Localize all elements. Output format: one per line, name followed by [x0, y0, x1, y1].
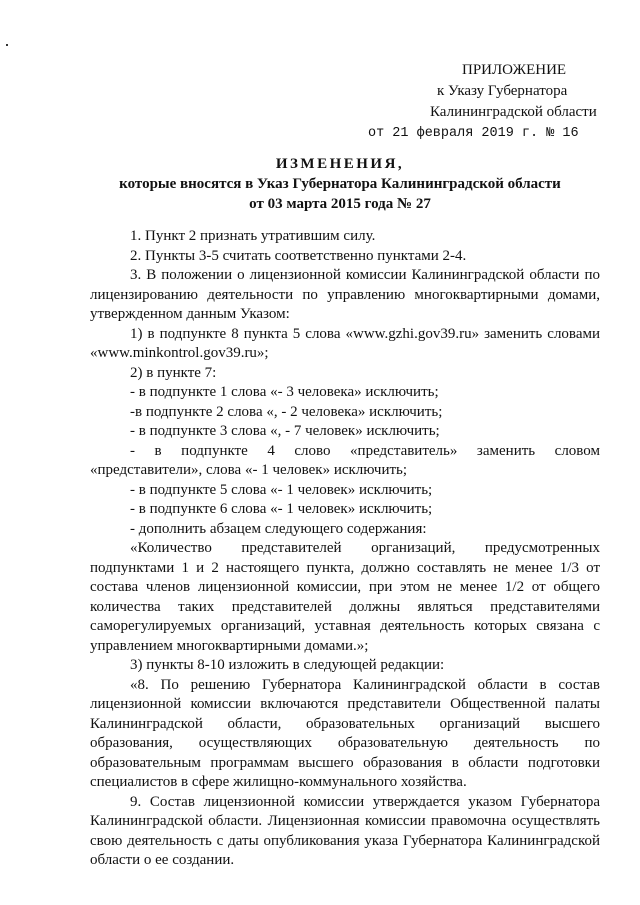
- paragraph-1: 1. Пункт 2 признать утратившим силу.: [130, 228, 376, 244]
- scan-speck: [6, 44, 8, 46]
- title-subject: которые вносятся в Указ Губернатора Калининградской области: [119, 176, 561, 192]
- paragraph-5: 2) в пункте 7:: [130, 364, 217, 381]
- paragraph-14: 3) пункты 8-10 изложить в следующей редакции:: [130, 657, 445, 673]
- paragraph-3: 3. В положении о лицензионной комиссии Калининградской области по лицензированию деятельности по управлению многоквартирными домами, утвержденном данным Указом:: [90, 267, 600, 322]
- paragraph-11: - в подпункте 6 слова «- 1 человек» исключить;: [130, 501, 433, 517]
- paragraph-7: -в подпункте 2 слова «, - 2 человека» исключить;: [130, 403, 443, 420]
- paragraph-12: - дополнить абзацем следующего содержания:: [130, 520, 427, 537]
- appendix-date-number: от 21 февраля 2019 г. № 16: [368, 126, 579, 141]
- appendix-decree-line: к Указу Губернатора: [437, 83, 568, 99]
- paragraph-15: «8. По решению Губернатора Калининградской области в состав лицензионной комиссии включаются представители Общественной палаты Калининградской области, образовательных организаций высшего образования, осуществляющих образовательную деятельность по образовательным программам высшего образования в области подготовки специалистов в сфере жилищно-коммунального хозяйства.: [90, 676, 600, 790]
- document-title: [80, 154, 600, 214]
- appendix-label: ПРИЛОЖЕНИЕ: [462, 62, 567, 78]
- paragraph-8: - в подпункте 3 слова «, - 7 человек» исключить;: [130, 423, 440, 439]
- paragraph-6: - в подпункте 1 слова «- 3 человека» исключить;: [130, 384, 439, 400]
- document-body: [90, 227, 600, 871]
- paragraph-9: - в подпункте 4 слово «представитель» заменить словом «представители», слова «- 1 человек» исключить;: [90, 442, 600, 478]
- paragraph-16: 9. Состав лицензионной комиссии утверждается указом Губернатора Калининградской области. Лицензионная комиссии правомочна осуществлять свою деятельность с даты опубликования указа Губернатора Калининградской области о ее создании.: [90, 793, 600, 868]
- title-heading: ИЗМЕНЕНИЯ,: [275, 156, 405, 172]
- paragraph-13: «Количество представителей организаций, предусмотренных подпунктами 1 и 2 настоящего пункта, должно составлять не менее 1/3 от состава членов лицензионной комиссии, при этом не менее 1/2 от общего количества таких представителей должны являться представителями саморегулируемых организаций, уставная деятельность которых связана с управлением многоквартирными домами.»;: [90, 540, 600, 654]
- paragraph-2: 2. Пункты 3-5 считать соответственно пунктами 2-4.: [130, 247, 467, 264]
- paragraph-10: - в подпункте 5 слова «- 1 человек» исключить;: [130, 481, 433, 498]
- title-date-number: от 03 марта 2015 года № 27: [249, 196, 431, 212]
- appendix-header: [360, 60, 600, 144]
- appendix-region-line: Калининградской области: [430, 104, 597, 120]
- paragraph-4: 1) в подпункте 8 пункта 5 слова «www.gzhi.gov39.ru» заменить словами «www.minkontrol.gov39.ru»;: [90, 325, 600, 361]
